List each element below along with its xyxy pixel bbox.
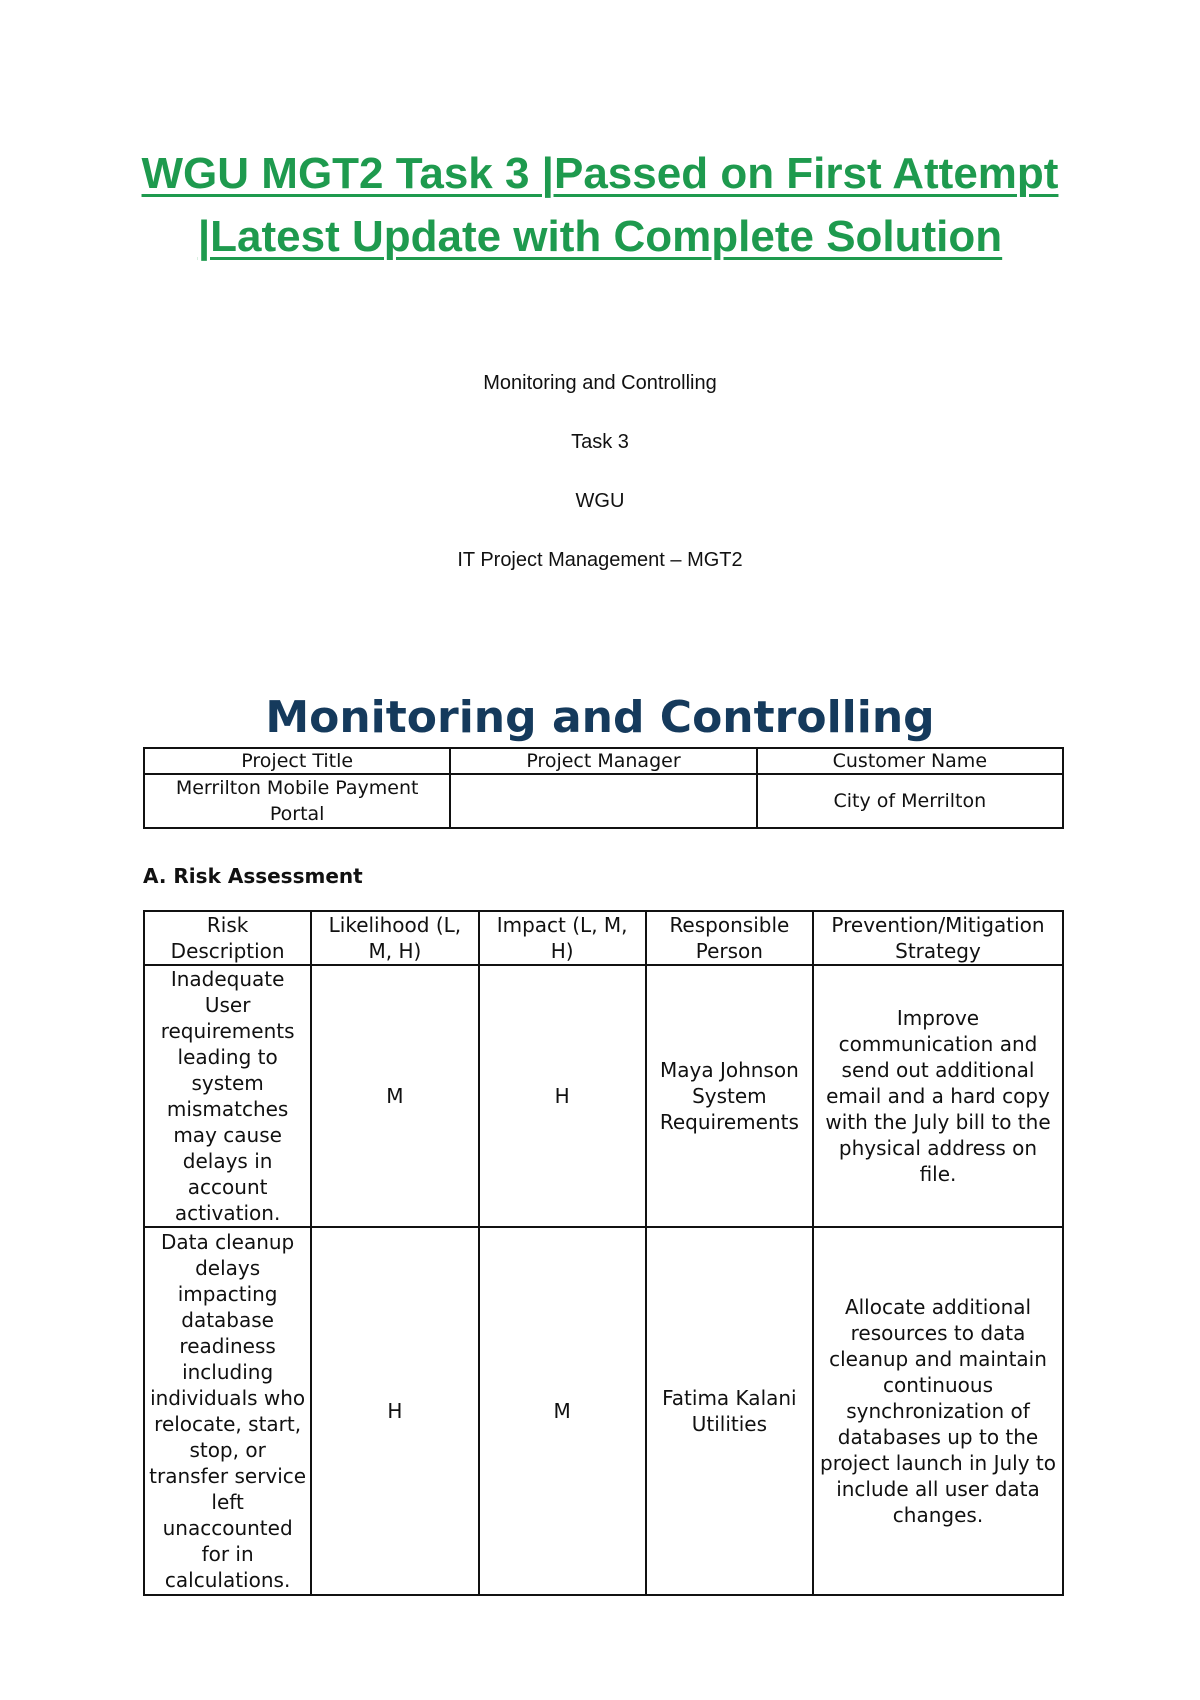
risk-responsible-person: Maya Johnson System Requirements xyxy=(646,965,813,1227)
cover-program: IT Project Management – MGT2 xyxy=(457,549,743,571)
project-title-value: Merrilton Mobile Payment Portal xyxy=(144,774,450,828)
risk-table-header-row xyxy=(144,911,1063,965)
document-title-line-2: |Latest Update with Complete Solution xyxy=(197,212,1003,261)
header-impact: Impact (L, M, H) xyxy=(479,911,646,965)
cover-school: WGU xyxy=(575,490,625,512)
section-heading: Monitoring and Controlling xyxy=(265,692,935,743)
risk-responsible-person: Fatima Kalani Utilities xyxy=(646,1227,813,1595)
customer-name-value: City of Merrilton xyxy=(757,774,1063,828)
header-mitigation-strategy: Prevention/Mitigation Strategy xyxy=(813,911,1063,965)
document-title-line-1: WGU MGT2 Task 3 |Passed on First Attempt xyxy=(141,149,1059,198)
project-info-header-row xyxy=(144,748,1063,774)
header-risk-description: Risk Description xyxy=(144,911,311,965)
risk-description: Inadequate User requirements leading to system mismatches may cause delays in account activation. xyxy=(144,965,311,1227)
table-row xyxy=(144,965,1063,1227)
risk-impact: H xyxy=(479,965,646,1227)
risk-assessment-heading: A. Risk Assessment xyxy=(143,864,363,888)
risk-mitigation-strategy: Allocate additional resources to data cleanup and maintain continuous synchronization of databases up to the project launch in July to include all user data changes. xyxy=(813,1227,1063,1595)
cover-task: Task 3 xyxy=(571,431,629,453)
project-info-value-row xyxy=(144,774,1063,828)
risk-mitigation-strategy: Improve communication and send out additional email and a hard copy with the July bill to the physical address on file. xyxy=(813,965,1063,1227)
header-project-manager: Project Manager xyxy=(450,748,756,774)
project-info-table xyxy=(143,747,1064,829)
header-project-title: Project Title xyxy=(144,748,450,774)
cover-course: Monitoring and Controlling xyxy=(483,372,717,394)
risk-likelihood: H xyxy=(311,1227,478,1595)
header-customer-name: Customer Name xyxy=(757,748,1063,774)
document-title xyxy=(100,142,1100,268)
risk-impact: M xyxy=(479,1227,646,1595)
table-row xyxy=(144,1227,1063,1595)
header-responsible-person: Responsible Person xyxy=(646,911,813,965)
header-likelihood: Likelihood (L, M, H) xyxy=(311,911,478,965)
project-manager-value xyxy=(450,774,756,828)
risk-assessment-table xyxy=(143,910,1064,1596)
risk-description: Data cleanup delays impacting database readiness including individuals who relocate, start, stop, or transfer service left unaccounted for in calculations. xyxy=(144,1227,311,1595)
risk-likelihood: M xyxy=(311,965,478,1227)
